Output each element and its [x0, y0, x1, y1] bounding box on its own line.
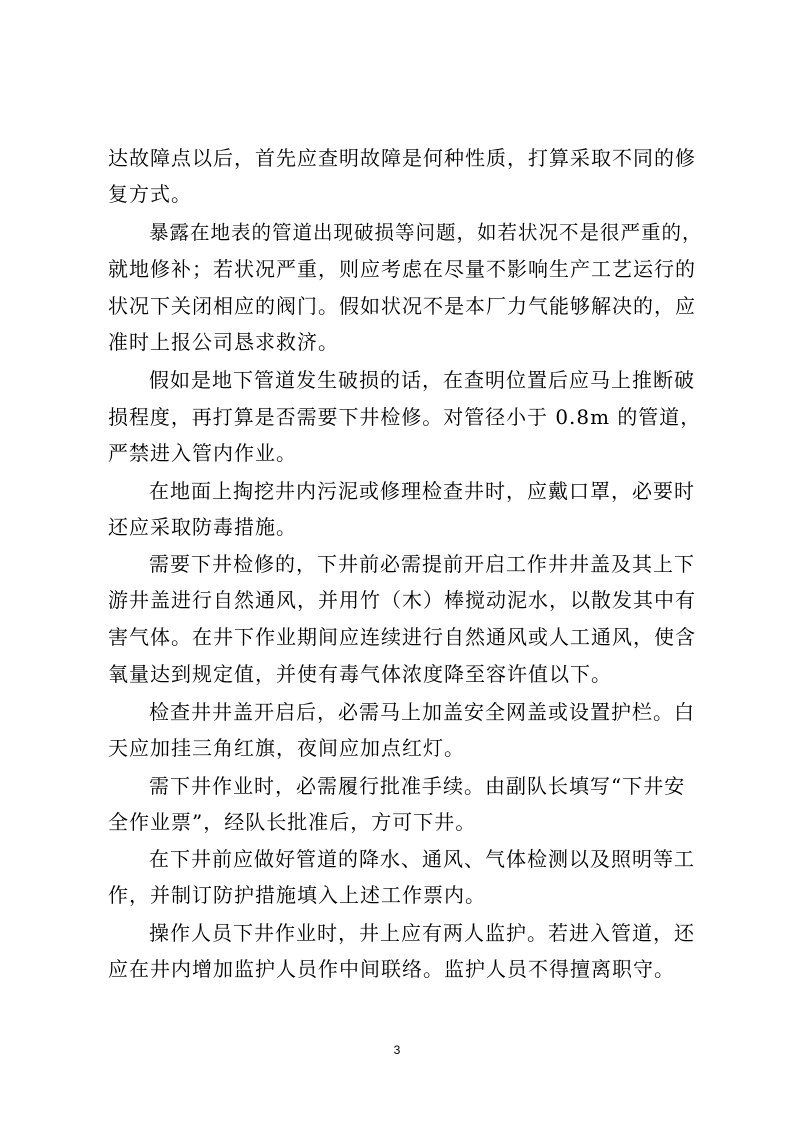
- text-line: 氧量达到规定值，并使有毒气体浓度降至容许值以下。: [108, 662, 612, 686]
- text-line: 全作业票”，经队长批准后，方可下井。: [108, 810, 477, 834]
- text-line: 还应采取防毒措施。: [108, 515, 297, 539]
- text-line: 作，并制订防护措施填入上述工作票内。: [108, 883, 486, 907]
- text-line: 准时上报公司恳求救济。: [108, 330, 339, 354]
- text-line: 应在井内增加监护人员作中间联络。监护人员不得擅离职守。: [108, 957, 675, 981]
- text-line: 需下井作业时，必需履行批准手续。由副队长填写“下井安: [149, 774, 686, 798]
- text-line: 假如是地下管道发生破损的话，在查明位置后应马上推断破: [149, 368, 695, 392]
- text-line: 操作人员下井作业时，井上应有两人监护。若进入管道，还: [149, 921, 695, 945]
- text-line: 就地修补；若状况严重，则应考虑在尽量不影响生产工艺运行的: [108, 257, 696, 281]
- text-line: 复方式。: [108, 182, 192, 206]
- text-line: 需要下井检修的，下井前必需提前开启工作井井盖及其上下: [149, 552, 695, 576]
- text-line: 游井盖进行自然通风，并用竹（木）棒搅动泥水，以散发其中有: [108, 588, 696, 612]
- page-number: 3: [393, 1043, 401, 1057]
- text-line: 损程度，再打算是否需要下井检修。对管径小于 0.8m 的管道，: [108, 405, 702, 429]
- text-line: 检查井井盖开启后，必需马上加盖安全网盖或设置护栏。白: [149, 700, 695, 724]
- text-line: 害气体。在井下作业期间应连续进行自然通风或人工通风，使含: [108, 625, 696, 649]
- text-line: 暴露在地表的管道出现破损等问题，如若状况不是很严重的，: [149, 221, 703, 244]
- text-line: 天应加挂三角红旗，夜间应加点红灯。: [108, 736, 465, 760]
- text-line: 严禁进入管内作业。: [108, 441, 297, 465]
- text-line: 在下井前应做好管道的降水、通风、气体检测以及照明等工: [149, 847, 695, 871]
- text-line: 在地面上掏挖井内污泥或修理检查井时，应戴口罩，必要时: [149, 479, 695, 503]
- text-line: 达故障点以后，首先应查明故障是何种性质，打算采取不同的修: [108, 146, 696, 170]
- text-line: 状况下关闭相应的阀门。假如状况不是本厂力气能够解决的，应: [108, 294, 696, 318]
